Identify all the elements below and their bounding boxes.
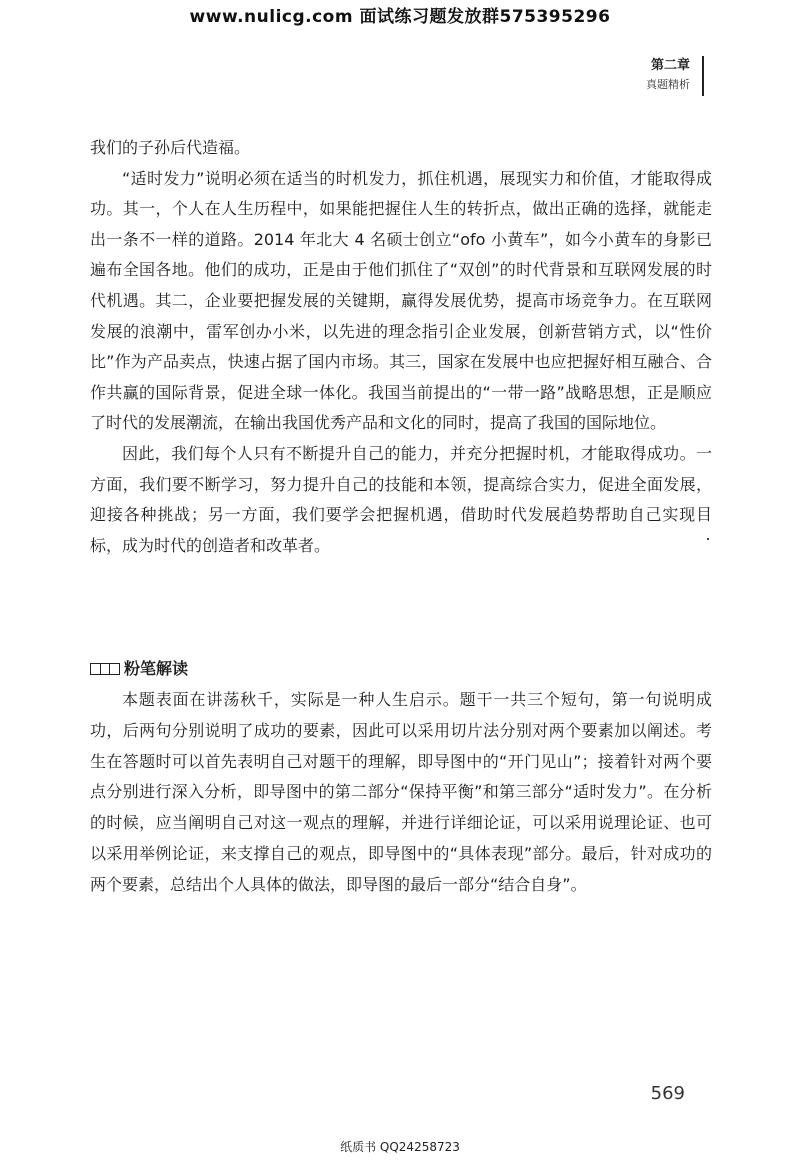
footer-mark: 纸质书 QQ24258723 [340,1140,460,1154]
scan-mark [707,538,709,540]
chapter-title: 第二章 [650,58,690,73]
chapter-mark [646,56,690,94]
chapter-divider [702,56,704,96]
analysis-title: 粉笔解读 [124,659,189,678]
body-text [90,133,712,561]
top-banner: www.nulicg.com 面试练习题发放群575395296 [189,7,611,27]
analysis-heading [90,658,188,680]
analysis-paragraph: 本题表面在讲荡秋千，实际是一种人生启示。题干一共三个短句，第一句说明成功，后两句分别说明了成功的要素，因此可以采用切片法分别对两个要素加以阐述。考生在答题时可以首先表明自己对题干的理解，即导图中的“开门见山”；接着针对两个要点分别进行深入分析，即导图中的第二部分“保持平衡”和第三部分“适时发力”。在分析的时候，应当阐明自己对这一观点的理解，并进行详细论证，可以采用说理论证、也可以采用举例论证，来支撑自己的观点，即导图中的“具体表现”部分。最后，针对成功的两个要素，总结出个人具体的做法，即导图的最后一部分“结合自身”。 [90,690,712,894]
analysis-body [90,685,712,901]
page-number: 569 [650,1083,685,1104]
paragraph-timely-effort: “适时发力”说明必须在适当的时机发力，抓住机遇，展现实力和价值，才能取得成功。其一，个人在人生历程中，如果能把握住人生的转折点，做出正确的选择，就能走出一条不一样的道路。2014 年北大 4 名硕士创立“ofo 小黄车”，如今小黄车的身影已遍布全国各地。他们的成功，正是由于他们抓住了“双创”的时代背景和互联网发展的时代机遇。其二，企业要把握发展的关键期，赢得发展优势，提高市场竞争力。在互联网发展的浪潮中，雷军创办小米，以先进的理念指引企业发展，创新营销方式，以“性价比”作为产品卖点，快速占据了国内市场。其三，国家在发展中也应把握好相互融合、合作共赢的国际背景，促进全球一体化。我国当前提出的“一带一路”战略思想，正是顺应了时代的发展潮流，在输出我国优秀产品和文化的同时，提高了我国的国际地位。 [90,168,712,433]
paragraph-conclusion: 因此，我们每个人只有不断提升自己的能力，并充分把握时机，才能取得成功。一方面，我们要不断学习，努力提升自己的技能和本领，提高综合实力，促进全面发展，迎接各种挑战；另一方面，我们要学会把握机遇，借助时代发展趋势帮助自己实现目标，成为时代的创造者和改革者。 [90,443,712,555]
section-marker-icon [90,663,120,675]
paragraph-continued: 我们的子孙后代造福。 [90,138,251,157]
chapter-subtitle: 真题精析 [646,78,690,91]
